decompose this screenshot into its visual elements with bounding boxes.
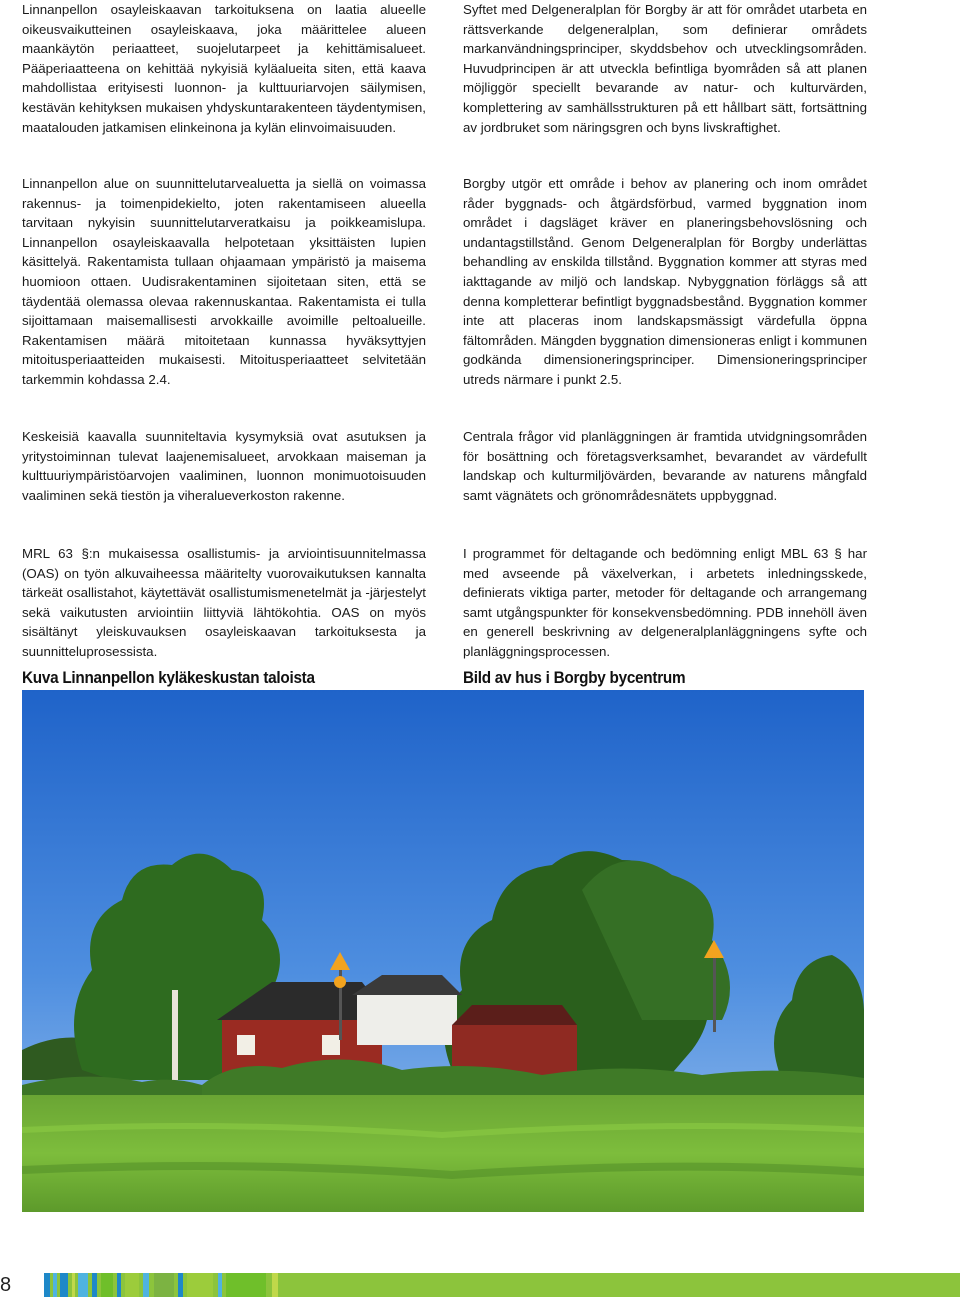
swedish-paragraph-2: Borgby utgör ett område i behov av planering och inom området råder byggnads- och åtgärdsförbud, varmed byggnation inom området i dagsläget kräver en planeringsbehovslösning och undantagstillstånd. Genom Delgeneralplan för Borgby underlättas behandling av enskilda tillstånd. Byggnation kommer att styras med iakttagande av miljö och landskap. Nybyggnation förläggs så att denna kompletterar befintligt byggnadsbestånd. Byggnation kommer inte att placeras inom landskapsmässigt värdefulla öppna fältområden. Mängden byggnation dimensioneras enligt i kommunen godkända dimensioneringsprinciper. Dimensioneringsprinciper utreds närmare i punkt 2.5.	[463, 176, 867, 387]
finnish-paragraph-4: MRL 63 §:n mukaisessa osallistumis- ja arviointisuunnitelmassa (OAS) on työn alkuvaiheessa määritelty vuorovaikutuksen kannalta tärkeät osallistahot, käytettävät osallistumismenetelmät ja -järjestelyt sekä vaikutusten arviointiin liittyviä lähtökohtia. OAS on myös sisältänyt yleiskuvauksen osayleiskaavan tarkoituksesta ja suunnitteluprosessista.	[22, 546, 426, 659]
finnish-paragraph-3: Keskeisiä kaavalla suunniteltavia kysymyksiä ovat asutuksen ja yritystoiminnan tulevat laajenemisalueet, arvokkaan maiseman ja kulttuuriympäristöarvojen vaaliminen, luonnon monimuotoisuuden vaaliminen sekä tiestön ja viheralueverkoston rakenne.	[22, 429, 426, 503]
finnish-paragraph-1: Linnanpellon osayleiskaavan tarkoituksena on laatia alueelle oikeusvaikutteinen osayleiskaava, joka määrittelee alueen maankäytön periaatteet, suojelutarpeet ja kehittämisalueet. Pääperiaatteena on kehittää nykyisiä kyläalueita siten, että kaava mahdollistaa erityisesti luonnon- ja kulttuuriarvojen säilymisen, kestävän kehityksen mukaisen yhdyskuntarakenteen täydentymisen, maatalouden jatkamisen elinkeinona ja kylän elinvoimaisuuden.	[22, 2, 426, 135]
footer-color-stripes	[44, 1273, 960, 1297]
village-photo	[22, 690, 864, 1212]
finnish-paragraph-2: Linnanpellon alue on suunnittelutarvealuetta ja siellä on voimassa rakennus- ja toimenpidekielto, joten rakentamiseen alueella tarvitaan nykyisin suunnittelutarveratkaisu ja poikkeamislupa. Linnanpellon osayleiskaavalla helpotetaan yksittäisten lupien käsittelyä. Rakentamista tullaan ohjaamaan ympäristö ja maisema huomioon ottaen. Uudisrakentaminen sijoitetaan siten, että se täydentää olemassa olevaa rakennuskantaa. Rakentamista ei tulla sijoittamaan maisemallisesti arvokkaille avoimille peltoalueille. Rakentamisen määrä mitoitetaan kunnassa hyväksyttyjen mitoitusperiaatteiden mukaisesti. Mitoitusperiaatteet selvitetään tarkemmin kohdassa 2.4.	[22, 176, 426, 387]
swedish-paragraph-1: Syftet med Delgeneralplan för Borgby är att för området utarbeta en rättsverkande delgeneralplan, som definierar områdets markanvändningsprinciper, skyddsbehov och utvecklingsområden. Huvudprincipen är att utveckla befintliga byområden så att planen möjliggör speciellt bevarande av natur- och kulturvärden, komplettering av samhällsstrukturen på ett hållbart sätt, fortsättning av jordbruket som näringsgren och byns livskraftighet.	[463, 2, 867, 135]
finnish-photo-caption: Kuva Linnanpellon kyläkeskustan taloista	[22, 668, 315, 687]
swedish-paragraph-4: I programmet för deltagande och bedömning enligt MBL 63 § har med avseende på växelverkan, i arbetets inledningsskede, definierats viktiga parter, metoder för deltagande och arrangemang samt utgångspunkter för konsekvensbedömning. PDB innehöll även en generell beskrivning av delgeneralplanläggningens syfte och planläggningsprocessen.	[463, 546, 867, 659]
swedish-photo-caption: Bild av hus i Borgby bycentrum	[463, 668, 686, 687]
page-number: 8	[0, 1274, 12, 1296]
swedish-paragraph-3: Centrala frågor vid planläggningen är framtida utvidgningsområden för bosättning och företagsverksamhet, bevarandet av värdefullt landskap och kulturmiljövärden, bevarande av naturens mångfald samt vägnätets och grönområdesnätets uppbyggnad.	[463, 429, 867, 503]
